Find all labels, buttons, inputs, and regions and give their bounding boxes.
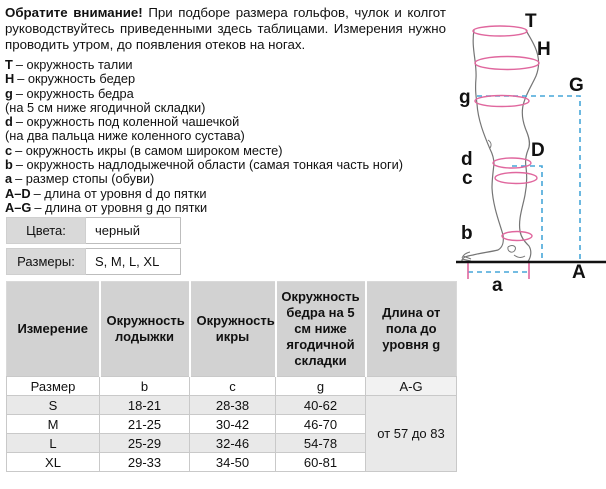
definition-H: H – окружность бедер: [5, 71, 136, 87]
definition-g: g – окружность бедра: [5, 85, 134, 101]
b-cell: 25-29: [100, 434, 190, 453]
b-cell: 21-25: [100, 415, 190, 434]
definition-A-D: A–D – длина от уровня d до пятки: [5, 185, 207, 201]
heel-line: [514, 255, 525, 257]
definitions-list: [5, 58, 450, 215]
intro-text: При подборе размера гольфов, чулок и колгот руководствуйтесь приведенными здесь таблицами. Измерения нужно проводить утром, до появления отеков на ногах.: [5, 5, 446, 52]
diagram-label-G: G: [569, 75, 584, 96]
size-cell: L: [7, 434, 100, 453]
c-cell: 30-42: [190, 415, 276, 434]
definition-c: c – окружность икры (в самом широком месте): [5, 142, 283, 158]
intro-lead: Обратите внимание!: [5, 5, 143, 20]
diagram-label-d: d: [461, 149, 473, 170]
c-cell: 32-46: [190, 434, 276, 453]
size-cell: XL: [7, 453, 100, 472]
definition-T: T – окружность талии: [5, 57, 133, 72]
size-chart: [6, 281, 457, 472]
colors-row: [6, 217, 181, 244]
waist-ellipse-T: [473, 26, 527, 36]
header-measurement: Измерение: [7, 282, 100, 377]
a-g-range-cell: от 57 до 83: [366, 396, 457, 472]
diagram-label-T: T: [525, 11, 537, 32]
diagram-label-a: a: [492, 275, 503, 296]
g-cell: 60-81: [276, 453, 366, 472]
c-cell: 28-38: [190, 396, 276, 415]
diagram-label-c: c: [462, 168, 473, 189]
symbol-b: b: [100, 377, 190, 396]
symbol-g: g: [276, 377, 366, 396]
g-cell: 40-62: [276, 396, 366, 415]
colors-value: черный: [86, 217, 181, 244]
header-length: Длина от пола до уровня g: [366, 282, 457, 377]
diagram-label-H: H: [537, 39, 551, 60]
symbol-a-g: A-G: [366, 377, 457, 396]
colors-label: Цвета:: [6, 217, 86, 244]
size-chart-table: [6, 281, 457, 472]
intro-paragraph: [5, 5, 446, 53]
definition-b: b – окружность надлодыжечной области (самая тонкая часть ноги): [5, 157, 404, 173]
header-thigh: Окружность бедра на 5 см ниже ягодичной складки: [276, 282, 366, 377]
sizes-value: S, M, L, XL: [86, 248, 181, 275]
g-cell: 46-70: [276, 415, 366, 434]
header-ankle: Окружность лодыжки: [100, 282, 190, 377]
b-cell: 29-33: [100, 453, 190, 472]
definition-g-note: (на 5 см ниже ягодичной складки): [5, 99, 206, 115]
leg-measurement-diagram: [450, 0, 606, 300]
size-cell: S: [7, 396, 100, 415]
diagram-label-A: A: [572, 262, 586, 283]
hip-ellipse-H: [475, 57, 539, 70]
ankle-bone: [508, 246, 516, 253]
symbol-c: c: [190, 377, 276, 396]
definition-d-note: (на два пальца ниже коленного сустава): [5, 128, 245, 144]
sizes-label: Размеры:: [6, 248, 86, 275]
c-cell: 34-50: [190, 453, 276, 472]
symbol-size: Размер: [7, 377, 100, 396]
leg-outline: [462, 30, 539, 262]
b-cell: 18-21: [100, 396, 190, 415]
header-calf: Окружность икры: [190, 282, 276, 377]
sizes-row: [6, 248, 181, 275]
diagram-label-D: D: [531, 140, 545, 161]
g-cell: 54-78: [276, 434, 366, 453]
calf-ellipse-c: [495, 173, 537, 184]
diagram-label-g: g: [459, 87, 471, 108]
thigh-ellipse-g: [475, 96, 529, 107]
ankle-ellipse-b: [502, 232, 532, 241]
diagram-label-b: b: [461, 223, 473, 244]
table-row-S: [7, 396, 457, 415]
header-row: [7, 282, 457, 377]
definition-a: a – размер стопы (обуви): [5, 171, 155, 187]
size-cell: M: [7, 415, 100, 434]
definition-A-G: A–G – длина от уровня g до пятки: [5, 199, 208, 215]
definition-d: d – окружность под коленной чашечкой: [5, 114, 240, 130]
symbol-row: [7, 377, 457, 396]
